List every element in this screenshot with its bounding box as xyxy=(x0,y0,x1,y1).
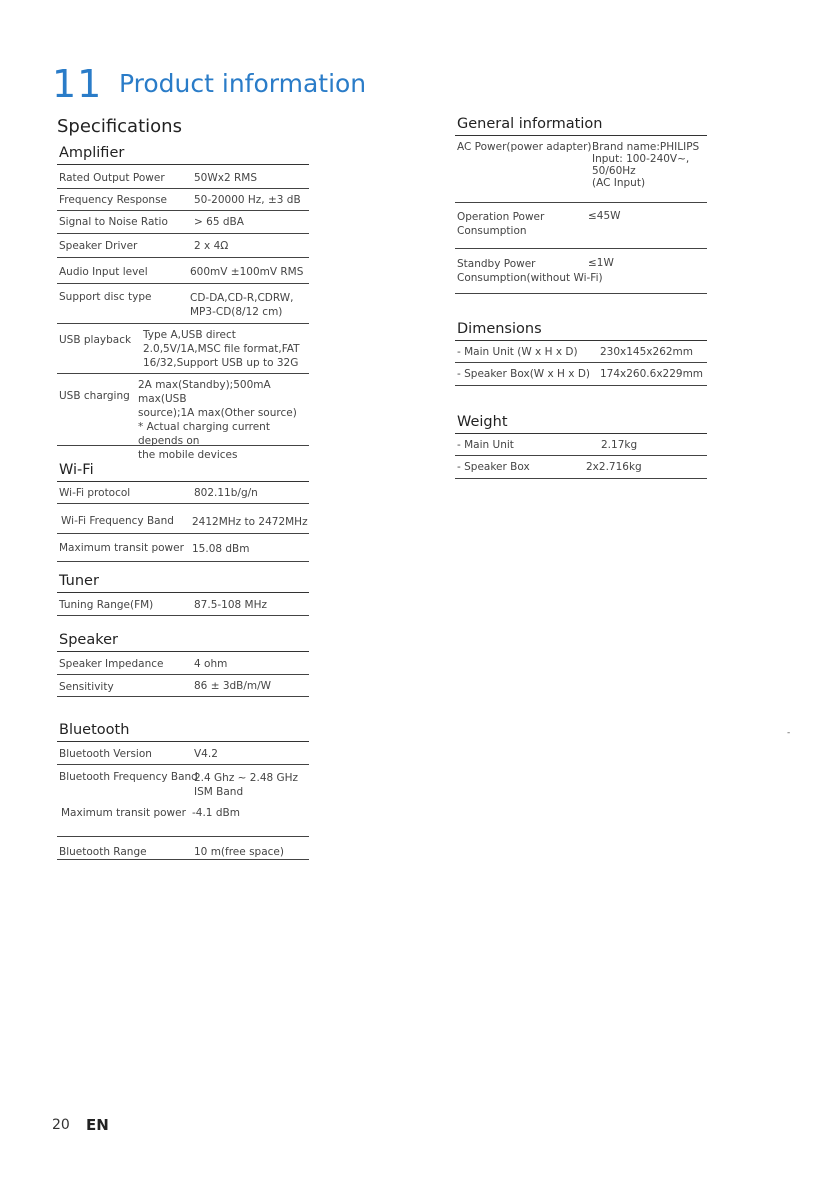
spec-key: Bluetooth Frequency Band xyxy=(59,771,198,783)
spec-value: 50-20000 Hz, ±3 dB xyxy=(194,194,301,206)
spec-row xyxy=(57,765,309,799)
spec-key: Support disc type xyxy=(59,291,152,303)
weight-section xyxy=(455,412,707,479)
general-title: General information xyxy=(455,114,707,136)
spec-key: Maximum transit power xyxy=(59,542,184,554)
spec-key: Wi-Fi Frequency Band xyxy=(61,515,174,527)
spec-row xyxy=(57,742,309,765)
spec-value: ≤1W xyxy=(588,257,614,269)
spec-key: Wi-Fi protocol xyxy=(59,487,131,499)
stray-mark: - xyxy=(787,728,791,738)
spec-value: 2412MHz to 2472MHz xyxy=(192,516,308,528)
chapter-title: Product information xyxy=(119,69,367,98)
spec-key: Frequency Response xyxy=(59,194,168,206)
dimensions-title: Dimensions xyxy=(455,319,707,341)
spec-key: - Main Unit xyxy=(457,439,514,451)
spec-value: 2A max(Standby);500mA max(USB source);1A max(Other source) * Actual charging current depends on the mobile devices xyxy=(138,379,297,461)
dimensions-section xyxy=(455,319,707,386)
spec-value: 10 m(free space) xyxy=(194,846,284,858)
spec-value: 2.17kg xyxy=(601,439,638,451)
spec-row xyxy=(57,189,309,211)
speaker-title: Speaker xyxy=(57,630,309,652)
spec-row xyxy=(57,234,309,258)
spec-row xyxy=(57,504,309,534)
spec-key: USB charging xyxy=(59,390,130,402)
spec-value: V4.2 xyxy=(194,748,218,760)
spec-value: Type A,USB direct 2.0,5V/1A,MSC file format,FAT 16/32,Support USB up to 32G xyxy=(143,329,300,369)
weight-title: Weight xyxy=(455,412,707,434)
spec-key: Tuning Range(FM) xyxy=(59,599,154,611)
spec-value: ≤45W xyxy=(588,210,621,222)
spec-value: CD-DA,CD-R,CDRW, MP3-CD(8/12 cm) xyxy=(190,292,294,318)
spec-key: Maximum transit power xyxy=(61,807,186,819)
spec-value: 174x260.6x229mm xyxy=(600,368,704,380)
tuner-section xyxy=(57,571,309,616)
spec-row xyxy=(455,456,707,479)
page-number: 20 xyxy=(52,1117,70,1133)
bluetooth-title: Bluetooth xyxy=(57,720,309,742)
spec-row xyxy=(455,434,707,456)
spec-row xyxy=(57,165,309,189)
spec-value: Brand name:PHILIPS Input: 100-240V~, 50/60Hz (AC Input) xyxy=(592,141,700,189)
spec-key: AC Power(power adapter) xyxy=(457,141,592,153)
wifi-section xyxy=(57,460,309,562)
amplifier-section xyxy=(57,143,309,461)
spec-value: 600mV ±100mV RMS xyxy=(190,266,304,278)
spec-row xyxy=(57,324,309,374)
spec-row xyxy=(455,136,707,203)
spec-row xyxy=(57,593,309,616)
spec-key: Standby Power Consumption(without Wi-Fi) xyxy=(457,258,603,284)
spec-row xyxy=(57,837,309,860)
spec-key: - Speaker Box xyxy=(457,461,530,473)
spec-value: 4 ohm xyxy=(194,658,228,670)
spec-row xyxy=(57,534,309,562)
spec-value: > 65 dBA xyxy=(194,216,244,228)
spec-value: 2.4 Ghz ~ 2.48 GHz ISM Band xyxy=(194,772,299,798)
spec-row xyxy=(57,374,309,461)
page-language: EN xyxy=(86,1116,109,1134)
spec-row xyxy=(455,341,707,363)
spec-value: 2x2.716kg xyxy=(586,461,642,473)
spec-value: 802.11b/g/n xyxy=(194,487,258,499)
spec-key: Operation Power Consumption xyxy=(457,211,545,237)
spec-value: 87.5-108 MHz xyxy=(194,599,268,611)
spec-row xyxy=(57,675,309,697)
spec-row xyxy=(57,258,309,284)
spec-row xyxy=(455,203,707,249)
wifi-title: Wi-Fi xyxy=(57,460,309,482)
spec-key: Bluetooth Version xyxy=(59,748,152,760)
general-section xyxy=(455,114,707,294)
spec-key: - Main Unit (W x H x D) xyxy=(457,346,578,358)
chapter-number: 11 xyxy=(52,62,103,106)
spec-row xyxy=(57,652,309,675)
amplifier-title: Amplifier xyxy=(57,143,309,165)
spec-key: Bluetooth Range xyxy=(59,846,147,858)
spec-value: 50Wx2 RMS xyxy=(194,172,257,184)
spec-key: USB playback xyxy=(59,334,132,346)
spec-value: 2 x 4Ω xyxy=(194,240,229,252)
spec-row xyxy=(455,363,707,386)
spec-row xyxy=(57,211,309,234)
spec-row xyxy=(455,249,707,294)
spec-row xyxy=(57,284,309,324)
spec-value: 15.08 dBm xyxy=(192,543,250,555)
spec-key: Rated Output Power xyxy=(59,172,165,184)
spec-value: -4.1 dBm xyxy=(192,807,240,819)
bluetooth-section xyxy=(57,720,309,860)
spec-key: - Speaker Box(W x H x D) xyxy=(457,368,591,380)
spec-key: Speaker Driver xyxy=(59,240,138,252)
tuner-title: Tuner xyxy=(57,571,309,593)
spec-key: Sensitivity xyxy=(59,681,114,693)
spec-row xyxy=(57,482,309,504)
spec-value: 86 ± 3dB/m/W xyxy=(194,680,272,692)
spec-row xyxy=(57,799,309,837)
spec-key: Signal to Noise Ratio xyxy=(59,216,168,228)
spec-key: Speaker Impedance xyxy=(59,658,164,670)
spec-value: 230x145x262mm xyxy=(600,346,694,358)
specifications-heading: Specifications xyxy=(57,116,182,137)
speaker-section xyxy=(57,630,309,697)
spec-key: Audio Input level xyxy=(59,266,148,278)
